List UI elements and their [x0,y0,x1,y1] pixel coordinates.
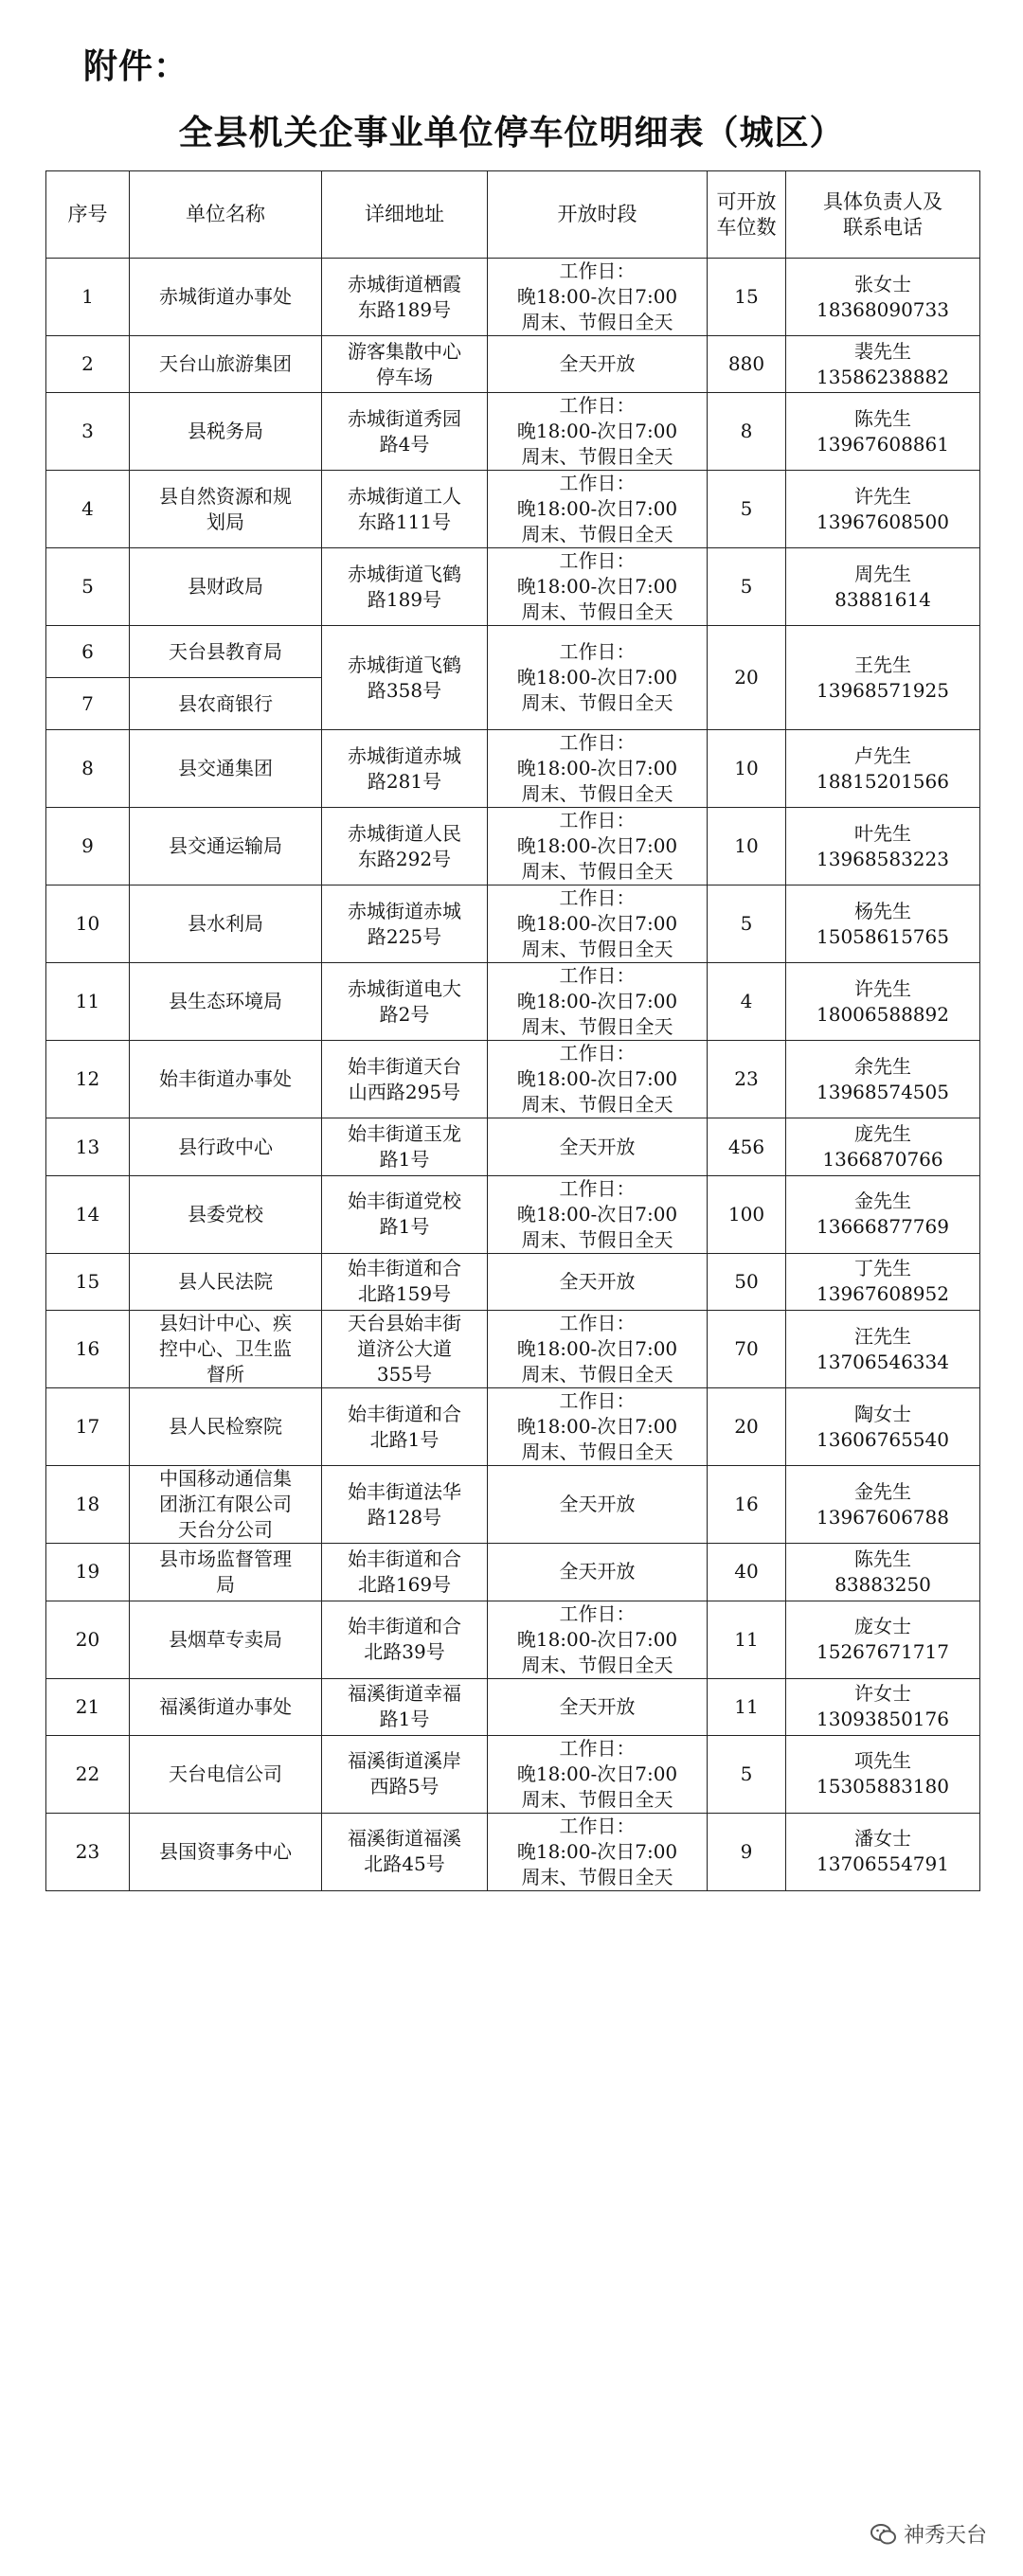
spaces-count: 880 [708,336,786,393]
spaces-count: 4 [708,963,786,1041]
table-row [46,393,980,471]
table-row [46,259,980,336]
open-time: 全天开放 [488,1253,708,1310]
contact: 余先生 13968574505 [786,1041,980,1118]
contact: 许女士 13093850176 [786,1678,980,1735]
unit-name: 天台电信公司 [130,1735,322,1813]
wechat-icon [870,2520,898,2549]
row-number: 3 [46,393,130,471]
unit-name: 县妇计中心、疾 控中心、卫生监 督所 [130,1311,322,1388]
unit-name: 县交通集团 [130,730,322,808]
spaces-count: 5 [708,886,786,963]
unit-name: 县人民法院 [130,1253,322,1310]
address: 始丰街道天台 山西路295号 [322,1041,488,1118]
table-row [46,963,980,1041]
table-header-row [46,171,980,259]
spaces-count: 9 [708,1813,786,1890]
contact: 张女士 18368090733 [786,259,980,336]
contact: 庞女士 15267671717 [786,1601,980,1678]
spaces-count: 23 [708,1041,786,1118]
row-number: 11 [46,963,130,1041]
spaces-count: 8 [708,393,786,471]
unit-name: 县市场监督管理 局 [130,1544,322,1601]
contact: 金先生 13666877769 [786,1175,980,1253]
unit-name: 福溪街道办事处 [130,1678,322,1735]
open-time: 工作日： 晚18:00-次日7:00 周末、节假日全天 [488,1735,708,1813]
unit-name: 县烟草专卖局 [130,1601,322,1678]
row-number: 13 [46,1118,130,1175]
unit-name: 县自然资源和规 划局 [130,471,322,548]
header-unit-name: 单位名称 [130,171,322,259]
row-number: 15 [46,1253,130,1310]
address: 福溪街道幸福 路1号 [322,1678,488,1735]
contact: 叶先生 13968583223 [786,808,980,886]
unit-name: 县行政中心 [130,1118,322,1175]
unit-name: 天台山旅游集团 [130,336,322,393]
address: 始丰街道和合 北路1号 [322,1388,488,1466]
row-number: 17 [46,1388,130,1466]
table-row [46,1735,980,1813]
contact: 金先生 13967606788 [786,1466,980,1544]
spaces-count: 10 [708,730,786,808]
contact: 陈先生 13967608861 [786,393,980,471]
contact: 潘女士 13706554791 [786,1813,980,1890]
row-number: 16 [46,1311,130,1388]
unit-name: 县税务局 [130,393,322,471]
row-number: 4 [46,471,130,548]
table-row [46,626,980,678]
spaces-count: 20 [708,1388,786,1466]
unit-name: 县水利局 [130,886,322,963]
address: 赤城街道工人 东路111号 [322,471,488,548]
spaces-count: 11 [708,1601,786,1678]
contact: 陶女士 13606765540 [786,1388,980,1466]
unit-name: 赤城街道办事处 [130,259,322,336]
contact: 周先生 83881614 [786,548,980,626]
address: 始丰街道法华 路128号 [322,1466,488,1544]
table-row [46,1544,980,1601]
table-row [46,730,980,808]
contact: 裴先生 13586238882 [786,336,980,393]
address: 赤城街道秀园 路4号 [322,393,488,471]
open-time: 工作日： 晚18:00-次日7:00 周末、节假日全天 [488,393,708,471]
table-row [46,886,980,963]
address: 始丰街道和合 北路169号 [322,1544,488,1601]
spaces-count: 5 [708,1735,786,1813]
row-number: 9 [46,808,130,886]
spaces-count: 40 [708,1544,786,1601]
open-time: 工作日： 晚18:00-次日7:00 周末、节假日全天 [488,730,708,808]
table-row [46,471,980,548]
header-open-time: 开放时段 [488,171,708,259]
open-time: 工作日： 晚18:00-次日7:00 周末、节假日全天 [488,1388,708,1466]
address: 福溪街道福溪 北路45号 [322,1813,488,1890]
row-number: 7 [46,678,130,730]
row-number: 2 [46,336,130,393]
spaces-count: 5 [708,548,786,626]
open-time: 工作日： 晚18:00-次日7:00 周末、节假日全天 [488,1813,708,1890]
table-row [46,1601,980,1678]
table-row [46,1678,980,1735]
attachment-label: 附件： [83,46,189,86]
unit-name: 始丰街道办事处 [130,1041,322,1118]
row-number: 19 [46,1544,130,1601]
row-number: 21 [46,1678,130,1735]
spaces-count: 16 [708,1466,786,1544]
spaces-count: 10 [708,808,786,886]
address: 赤城街道赤城 路225号 [322,886,488,963]
open-time: 全天开放 [488,1118,708,1175]
address: 赤城街道赤城 路281号 [322,730,488,808]
unit-name: 县财政局 [130,548,322,626]
address: 始丰街道和合 北路39号 [322,1601,488,1678]
row-number: 23 [46,1813,130,1890]
open-time: 全天开放 [488,1544,708,1601]
spaces-count: 100 [708,1175,786,1253]
table-row [46,808,980,886]
table-row [46,1253,980,1310]
address: 始丰街道玉龙 路1号 [322,1118,488,1175]
open-time: 工作日： 晚18:00-次日7:00 周末、节假日全天 [488,259,708,336]
watermark-text: 神秀天台 [903,2524,987,2548]
open-time: 工作日： 晚18:00-次日7:00 周末、节假日全天 [488,1175,708,1253]
spaces-count: 50 [708,1253,786,1310]
row-number: 22 [46,1735,130,1813]
unit-name: 县国资事务中心 [130,1813,322,1890]
address: 天台县始丰街 道济公大道 355号 [322,1311,488,1388]
row-number: 6 [46,626,130,678]
parking-table [45,170,980,1891]
unit-name: 县委党校 [130,1175,322,1253]
open-time: 工作日： 晚18:00-次日7:00 周末、节假日全天 [488,886,708,963]
address: 赤城街道飞鹤 路358号 [322,626,488,730]
contact: 王先生 13968571925 [786,626,980,730]
address: 赤城街道飞鹤 路189号 [322,548,488,626]
table-row [46,336,980,393]
contact: 陈先生 83883250 [786,1544,980,1601]
table-row [46,1175,980,1253]
address: 游客集散中心 停车场 [322,336,488,393]
unit-name: 天台县教育局 [130,626,322,678]
row-number: 14 [46,1175,130,1253]
row-number: 10 [46,886,130,963]
table-row [46,1311,980,1388]
contact: 许先生 13967608500 [786,471,980,548]
address: 始丰街道党校 路1号 [322,1175,488,1253]
open-time: 工作日： 晚18:00-次日7:00 周末、节假日全天 [488,963,708,1041]
spaces-count: 11 [708,1678,786,1735]
spaces-count: 70 [708,1311,786,1388]
header-address: 详细地址 [322,171,488,259]
address: 赤城街道电大 路2号 [322,963,488,1041]
contact: 卢先生 18815201566 [786,730,980,808]
unit-name: 县人民检察院 [130,1388,322,1466]
table-row [46,1813,980,1890]
row-number: 12 [46,1041,130,1118]
open-time: 工作日： 晚18:00-次日7:00 周末、节假日全天 [488,626,708,730]
open-time: 工作日： 晚18:00-次日7:00 周末、节假日全天 [488,1041,708,1118]
open-time: 工作日： 晚18:00-次日7:00 周末、节假日全天 [488,1311,708,1388]
header-no: 序号 [46,171,130,259]
header-spaces: 可开放 车位数 [708,171,786,259]
contact: 丁先生 13967608952 [786,1253,980,1310]
table-row [46,1466,980,1544]
table-row [46,1041,980,1118]
contact: 许先生 18006588892 [786,963,980,1041]
open-time: 全天开放 [488,1466,708,1544]
open-time: 全天开放 [488,336,708,393]
row-number: 8 [46,730,130,808]
spaces-count: 20 [708,626,786,730]
row-number: 18 [46,1466,130,1544]
contact: 项先生 15305883180 [786,1735,980,1813]
address: 赤城街道人民 东路292号 [322,808,488,886]
unit-name: 县农商银行 [130,678,322,730]
open-time: 工作日： 晚18:00-次日7:00 周末、节假日全天 [488,1601,708,1678]
open-time: 全天开放 [488,1678,708,1735]
unit-name: 县生态环境局 [130,963,322,1041]
row-number: 20 [46,1601,130,1678]
address: 福溪街道溪岸 西路5号 [322,1735,488,1813]
contact: 汪先生 13706546334 [786,1311,980,1388]
row-number: 1 [46,259,130,336]
table-row [46,1118,980,1175]
unit-name: 县交通运输局 [130,808,322,886]
open-time: 工作日： 晚18:00-次日7:00 周末、节假日全天 [488,808,708,886]
header-contact: 具体负责人及 联系电话 [786,171,980,259]
table-row [46,1388,980,1466]
page-title: 全县机关企事业单位停车位明细表（城区） [178,113,845,152]
address: 始丰街道和合 北路159号 [322,1253,488,1310]
contact: 庞先生 1366870766 [786,1118,980,1175]
table-row [46,548,980,626]
unit-name: 中国移动通信集 团浙江有限公司 天台分公司 [130,1466,322,1544]
contact: 杨先生 15058615765 [786,886,980,963]
address: 赤城街道栖霞 东路189号 [322,259,488,336]
spaces-count: 15 [708,259,786,336]
spaces-count: 5 [708,471,786,548]
open-time: 工作日： 晚18:00-次日7:00 周末、节假日全天 [488,548,708,626]
row-number: 5 [46,548,130,626]
watermark [870,2519,987,2549]
open-time: 工作日： 晚18:00-次日7:00 周末、节假日全天 [488,471,708,548]
spaces-count: 456 [708,1118,786,1175]
